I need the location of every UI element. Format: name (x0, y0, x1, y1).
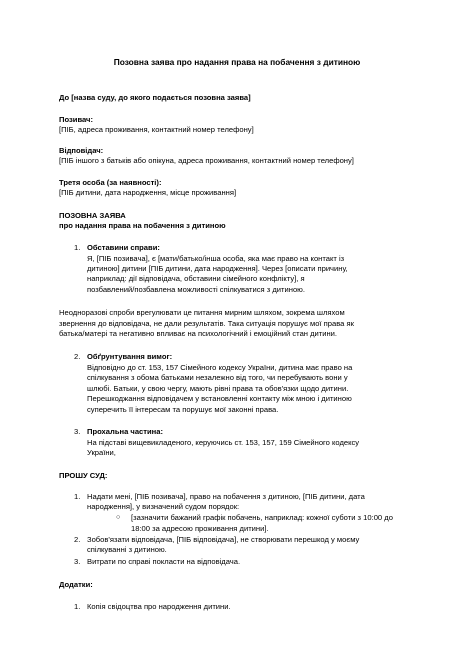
section-line: позбавлений/позбавлена можливості спілкуватися з дитиною. (87, 285, 305, 294)
plaintiff-value: [ПІБ, адреса проживання, контактний номер телефону] (59, 125, 254, 134)
section-number: 1. (74, 243, 81, 252)
request-line: Зобов'язати відповідача, [ПІБ відповідача], не створювати перешкод у моєму (87, 535, 360, 544)
third-party-label: Третя особа (за наявності): (59, 178, 162, 187)
paragraph-line: Неодноразові спроби врегулювати це питання мирним шляхом, зокрема шляхом (59, 308, 345, 317)
section-line: спілкування з обома батьками незалежно від того, чи перебувають вони у (87, 373, 348, 382)
claim-subheading: про надання права на побачення з дитиною (59, 221, 226, 230)
request-line: народження], у визначений судом порядок: (87, 502, 240, 511)
request-line: спілкуванні з дитиною. (87, 545, 167, 554)
section-line: Відповідно до ст. 153, 157 Сімейного кодексу України, дитина має право на (87, 363, 353, 372)
third-party-value: [ПІБ дитини, дата народження, місце проживання] (59, 188, 237, 197)
section-number: 2. (74, 352, 81, 361)
section-label: Прохальна частина: (87, 427, 163, 436)
defendant-value: [ПІБ іншого з батьків або опікуна, адреса проживання, контактний номер телефону] (59, 156, 354, 165)
section-line: наприклад: дії відповідача, обставини сімейного конфлікту], я (87, 274, 305, 283)
paragraph-line: звернення до відповідача, не дали результатів. Така ситуація порушує мої права як (59, 319, 354, 328)
defendant-label: Відповідач: (59, 146, 104, 155)
section-number: 3. (74, 427, 81, 436)
section-label: Обставини справи: (87, 243, 160, 252)
section-line: Перешкоджання відповідачем у встановленні контакту між мною і дитиною (87, 394, 352, 403)
section-label: Обґрунтування вимог: (87, 352, 173, 361)
paragraph-line: батька/матері та негативно впливає на психологічний і емоційний стан дитини. (59, 329, 338, 338)
request-subline: [зазначити бажаний графік побачень, наприклад: кожної суботи з 10:00 до (131, 513, 393, 522)
section-line: України, (87, 448, 116, 457)
claim-heading: ПОЗОВНА ЗАЯВА (59, 211, 126, 220)
section-line: Я, [ПІБ позивача], є [мати/батько/інша особа, яка має право на контакт із (87, 254, 345, 263)
request-subline: 18:00 за адресою проживання дитини]. (131, 524, 269, 533)
attachment-number: 1. (74, 602, 81, 611)
section-line: шлюбі. Батьки, у свою чергу, мають рівні права та обов'язки щодо дитини. (87, 384, 349, 393)
section-line: суперечить її інтересам та порушує мої законні права. (87, 405, 279, 414)
plaintiff-label: Позивач: (59, 115, 93, 124)
attachment-line: Копія свідоцтва про народження дитини. (87, 602, 231, 611)
request-number: 1. (74, 492, 81, 501)
attachments-heading: Додатки: (59, 580, 93, 589)
document-title: Позовна заява про надання права на побачення з дитиною (113, 57, 361, 67)
bullet-icon: ○ (116, 514, 121, 521)
court-line: До [назва суду, до якого подається позовна заява] (59, 93, 251, 102)
request-line: Надати мені, [ПІБ позивача], право на побачення з дитиною, [ПІБ дитини, дата (87, 492, 365, 501)
request-number: 3. (74, 557, 81, 566)
request-number: 2. (74, 535, 81, 544)
section-line: На підставі вищевикладеного, керуючись ст. 153, 157, 159 Сімейного кодексу (87, 438, 360, 447)
request-line: Витрати по справі покласти на відповідача. (87, 557, 241, 566)
request-heading: ПРОШУ СУД: (59, 471, 108, 480)
section-line: дитиною] дитини [ПІБ дитини, дата народження]. Через [описати причину, (87, 264, 348, 273)
